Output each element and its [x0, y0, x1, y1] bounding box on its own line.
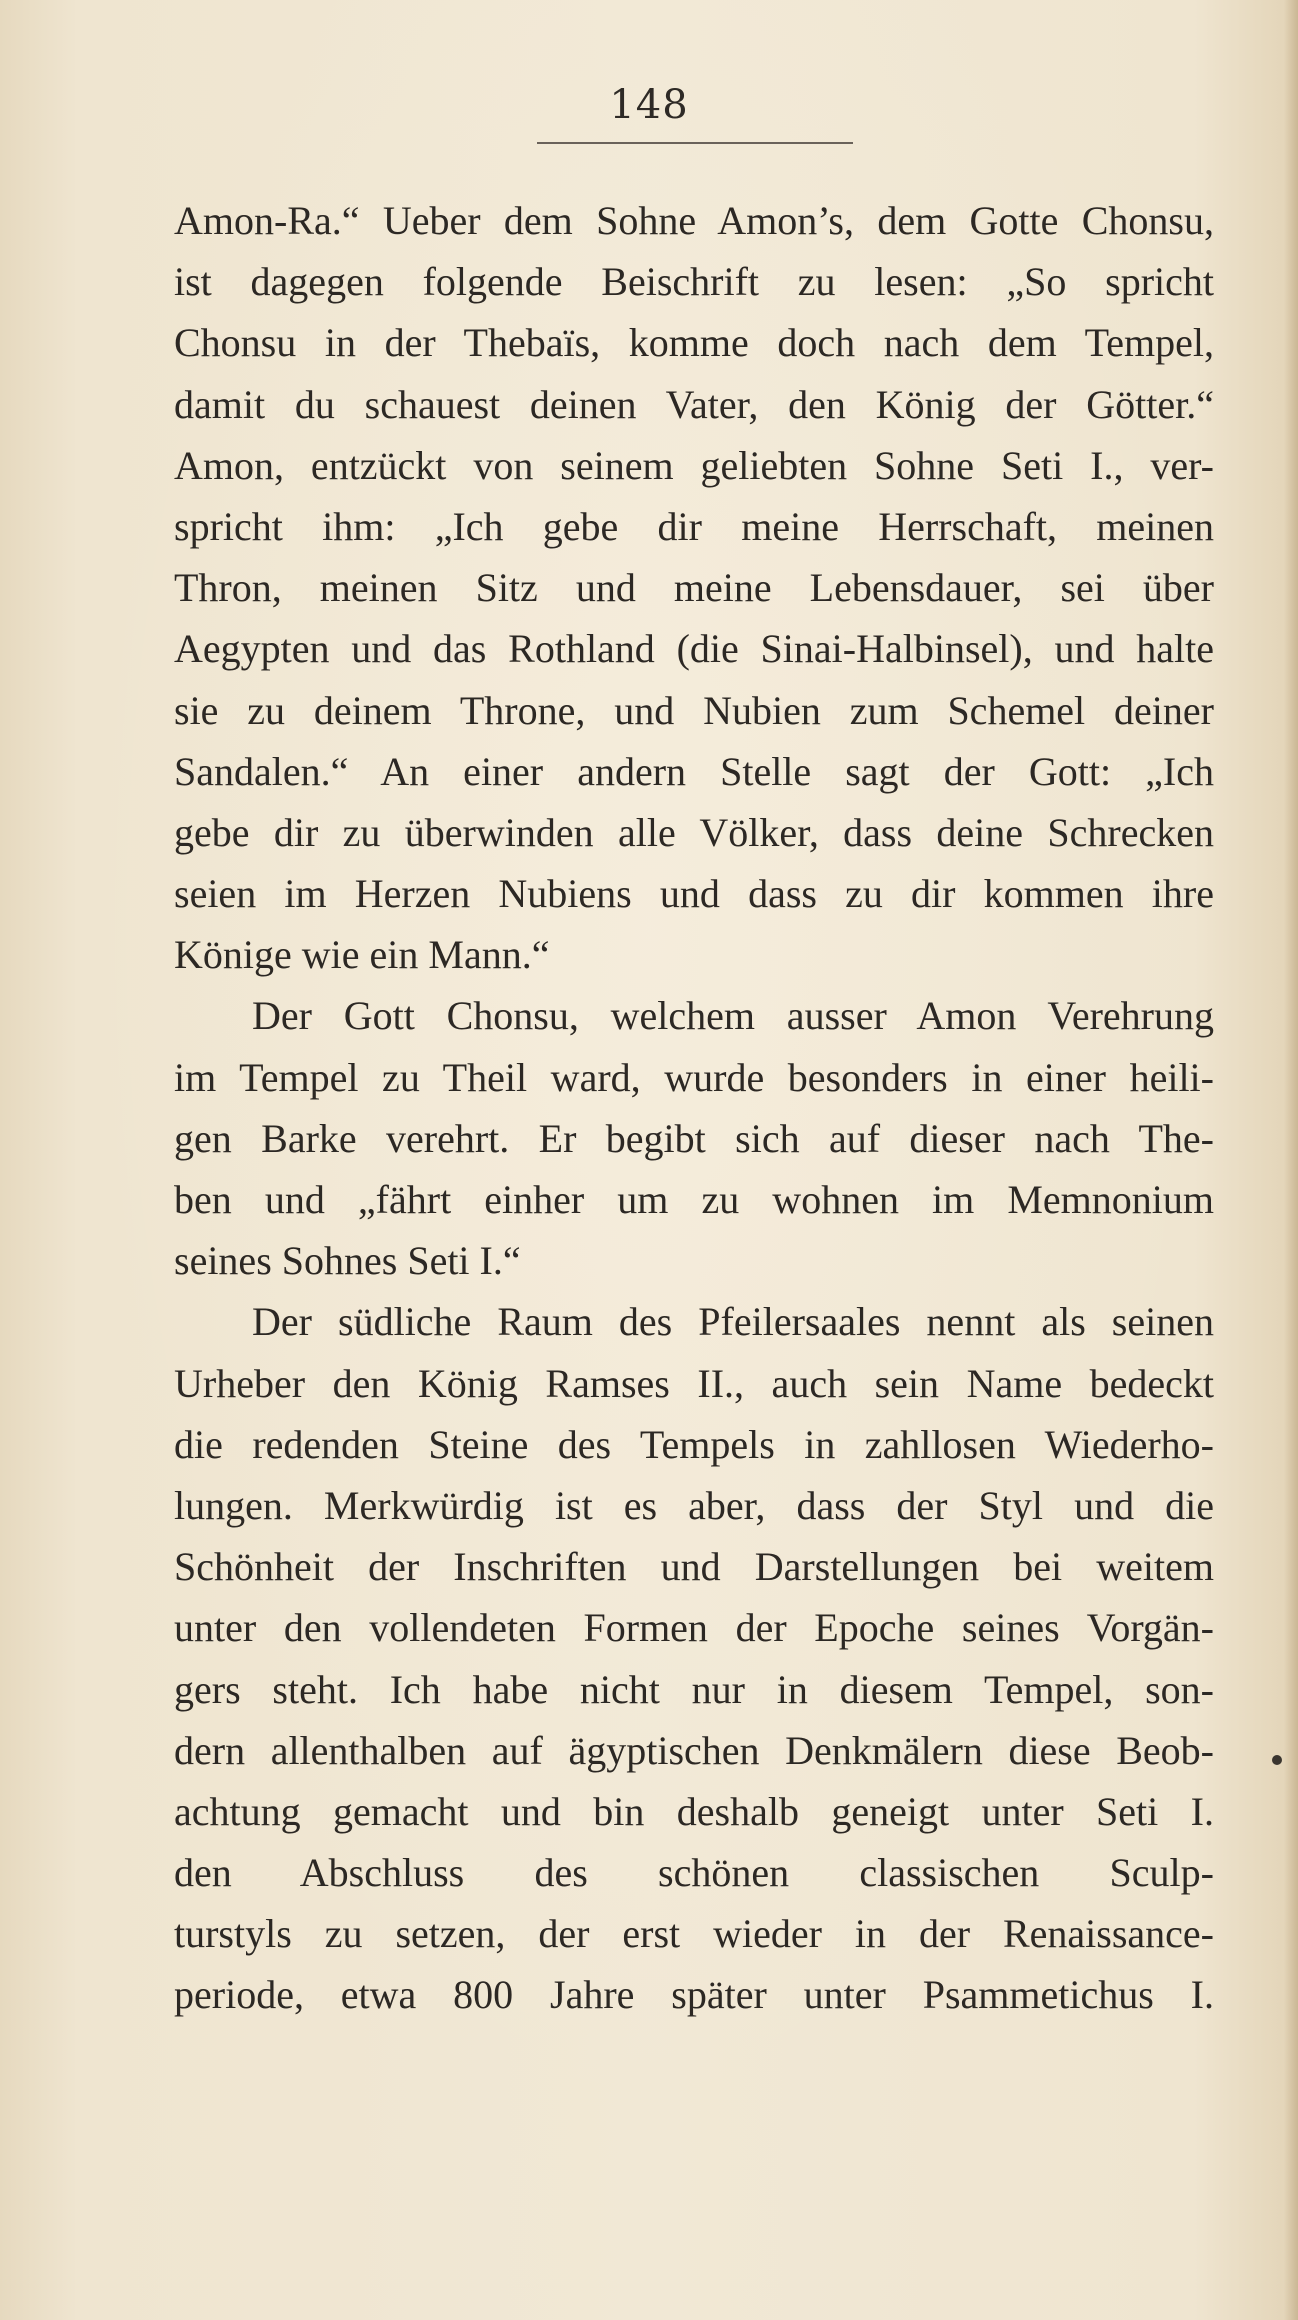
page-number: 148 — [609, 82, 689, 128]
text-line: ist dagegen folgende Beischrift zu lesen: „So spricht — [174, 259, 1214, 305]
text-line: die redenden Steine des Tempels in zahllosen Wiederho- — [174, 1421, 1214, 1467]
text-line: unter den vollendeten Formen der Epoche seines Vorgän- — [174, 1605, 1214, 1651]
paragraph-start-line: Der südliche Raum des Pfeilersaales nennt als seinen — [252, 1299, 1214, 1345]
text-line: achtung gemacht und bin deshalb geneigt unter Seti I. — [174, 1788, 1214, 1834]
text-line: Thron, meinen Sitz und meine Lebensdauer, sei über — [174, 565, 1214, 611]
text-line: Schönheit der Inschriften und Darstellungen bei weitem — [174, 1544, 1214, 1590]
text-line: gebe dir zu überwinden alle Völker, dass deine Schrecken — [174, 809, 1214, 855]
text-line: im Tempel zu Theil ward, wurde besonders in einer heili- — [174, 1054, 1214, 1100]
body-text — [174, 190, 1214, 2026]
text-line: ben und „fährt einher um zu wohnen im Memnonium — [174, 1177, 1214, 1222]
text-line: Amon, entzückt von seinem geliebten Sohne Seti I., ver- — [174, 442, 1214, 488]
text-line: turstyls zu setzen, der erst wieder in der Renaissance- — [174, 1911, 1214, 1957]
text-line: Urheber den König Ramses II., auch sein Name bedeckt — [174, 1360, 1214, 1406]
text-line: Sandalen.“ An einer andern Stelle sagt der Gott: „Ich — [174, 748, 1214, 794]
text-line: den Abschluss des schönen classischen Sculp- — [174, 1850, 1214, 1896]
header-rule — [537, 142, 853, 144]
page-edge-shadow — [1284, 0, 1298, 2320]
text-line: sie zu deinem Throne, und Nubien zum Schemel deiner — [174, 687, 1214, 733]
text-line: damit du schauest deinen Vater, den König der Götter.“ — [174, 381, 1214, 427]
paragraph-start-line: Der Gott Chonsu, welchem ausser Amon Verehrung — [252, 993, 1214, 1039]
text-line: spricht ihm: „Ich gebe dir meine Herrschaft, meinen — [174, 503, 1214, 549]
text-line: dern allenthalben auf ägyptischen Denkmälern diese Beob- — [174, 1727, 1214, 1773]
text-line: seines Sohnes Seti I.“ — [174, 1238, 521, 1284]
text-line: periode, etwa 800 Jahre später unter Psammetichus I. — [174, 1972, 1214, 2018]
text-line: seien im Herzen Nubiens und dass zu dir kommen ihre — [174, 871, 1214, 917]
text-line: Könige wie ein Mann.“ — [174, 932, 550, 978]
text-line: gen Barke verehrt. Er begibt sich auf dieser nach The- — [174, 1115, 1214, 1161]
ink-speck — [1272, 1755, 1282, 1765]
text-line: lungen. Merkwürdig ist es aber, dass der Styl und die — [174, 1482, 1214, 1528]
text-line: Chonsu in der Thebaïs, komme doch nach dem Tempel, — [174, 320, 1214, 366]
text-line: gers steht. Ich habe nicht nur in diesem Tempel, son- — [174, 1666, 1214, 1712]
text-line: Aegypten und das Rothland (die Sinai-Halbinsel), und halte — [174, 626, 1214, 672]
text-line: Amon-Ra.“ Ueber dem Sohne Amon’s, dem Gotte Chonsu, — [174, 198, 1214, 243]
